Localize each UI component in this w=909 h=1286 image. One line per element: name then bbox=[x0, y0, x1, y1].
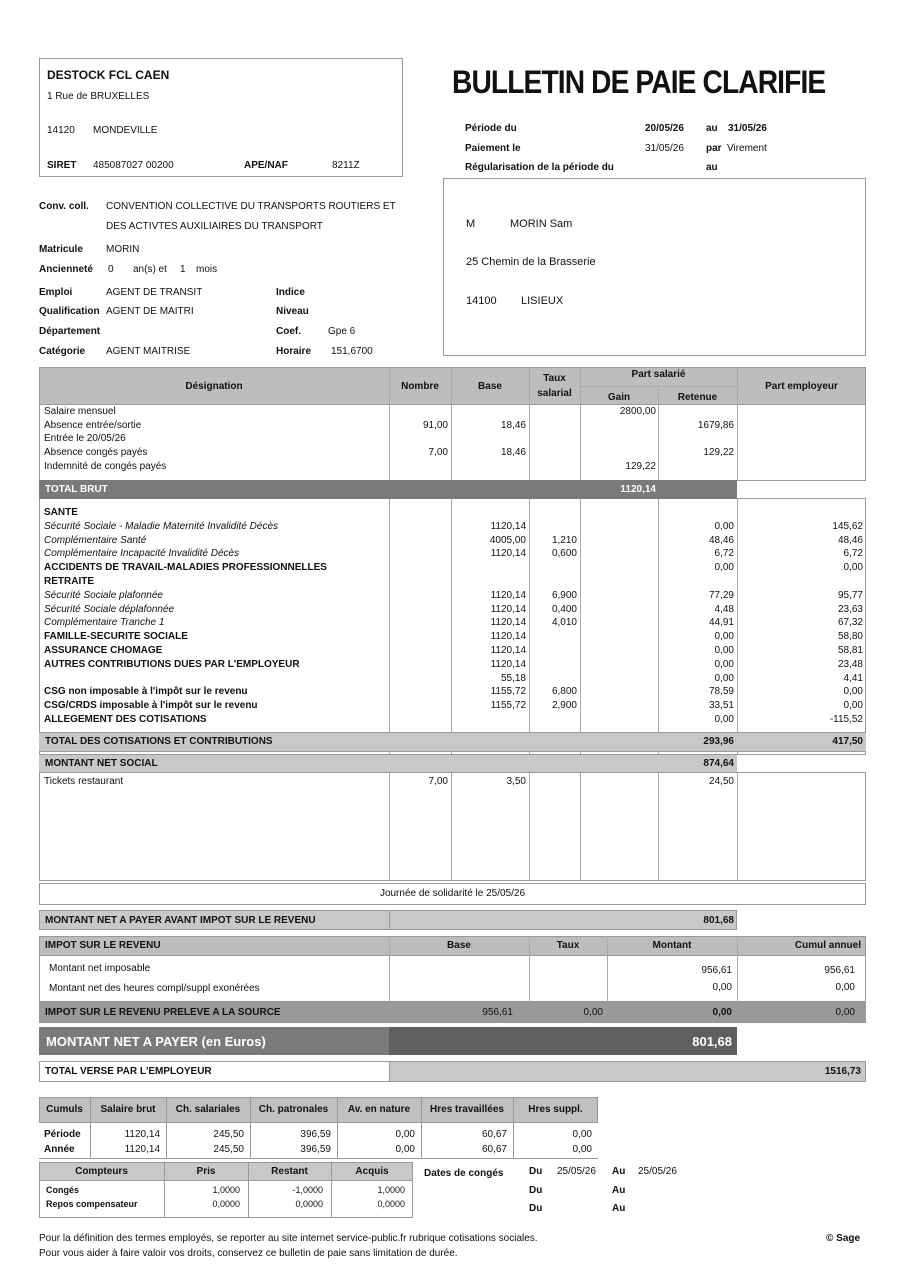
categorie-label: Catégorie bbox=[39, 346, 86, 357]
total-cotisations-employeur: 417,50 bbox=[832, 736, 863, 747]
cotisation-retenue: 33,51 bbox=[708, 700, 734, 712]
col-part-salarie-header: Part salarié bbox=[631, 369, 686, 380]
periode-to: 31/05/26 bbox=[728, 123, 767, 134]
cotisation-retenue: 77,29 bbox=[708, 589, 734, 601]
total-cotisations-label: TOTAL DES COTISATIONS ET CONTRIBUTIONS bbox=[45, 736, 273, 747]
salary-line-nombre: 91,00 bbox=[422, 419, 448, 431]
cotisation-base: 1120,14 bbox=[490, 617, 526, 629]
pas-base: 956,61 bbox=[482, 1007, 513, 1018]
conges-au-1: Au bbox=[612, 1166, 626, 1177]
cotisation-label: SANTE bbox=[44, 507, 78, 518]
indice-label: Indice bbox=[276, 287, 305, 298]
net-social-employeur-cell bbox=[737, 754, 866, 773]
tickets-retenue: 24,50 bbox=[708, 776, 734, 787]
emploi-value: AGENT DE TRANSIT bbox=[106, 287, 203, 298]
cotisation-label: CSG/CRDS imposable à l'impôt sur le revenu bbox=[44, 700, 258, 712]
cotisation-label: AUTRES CONTRIBUTIONS DUES PAR L'EMPLOYEUR bbox=[44, 658, 300, 670]
cotisation-label: Complémentaire Tranche 1 bbox=[44, 617, 165, 629]
cotisation-retenue: 78,59 bbox=[708, 686, 734, 698]
cotisation-retenue: 0,00 bbox=[714, 562, 734, 574]
sage-brand: © Sage bbox=[826, 1233, 861, 1244]
salary-line-nombre: 7,00 bbox=[428, 447, 448, 459]
cumuls-row-label: Période bbox=[44, 1129, 81, 1140]
anciennete-label: Ancienneté bbox=[39, 264, 93, 275]
impot-header-montant: Montant bbox=[652, 940, 692, 951]
footer-line-2: Pour vous aider à faire valoir vos droits, conservez ce bulletin de paie sans limitation de durée. bbox=[39, 1248, 458, 1259]
matricule-label: Matricule bbox=[39, 244, 83, 255]
col-part-employeur-header: Part employeur bbox=[765, 381, 838, 392]
cotisation-label: Sécurité Sociale plafonnée bbox=[44, 589, 163, 601]
impot-line2-cumul: 0,00 bbox=[835, 982, 855, 993]
compteurs-cell: 0,0000 bbox=[295, 1199, 323, 1209]
departement-label: Département bbox=[39, 326, 101, 337]
apenaf-value: 8211Z bbox=[332, 160, 360, 171]
cumuls-cell: 60,67 bbox=[481, 1129, 507, 1140]
cotisation-taux: 0,400 bbox=[551, 603, 577, 615]
paiement-mode: Virement bbox=[727, 143, 767, 154]
cotisation-label: RETRAITE bbox=[44, 576, 94, 587]
compteurs-header-cell: Acquis bbox=[355, 1166, 389, 1177]
col-designation-header: Désignation bbox=[185, 381, 243, 392]
cotisation-employeur: 67,32 bbox=[837, 617, 863, 629]
salary-line-label: Entrée le 20/05/26 bbox=[44, 433, 126, 445]
cotisation-base: 1120,14 bbox=[490, 645, 526, 656]
net-a-payer-label: MONTANT NET A PAYER (en Euros) bbox=[46, 1034, 266, 1049]
total-brut-label: TOTAL BRUT bbox=[45, 484, 108, 495]
cotisation-retenue: 6,72 bbox=[714, 548, 734, 560]
cumuls-header-cell: Ch. patronales bbox=[258, 1104, 329, 1115]
company-address: 1 Rue de BRUXELLES bbox=[47, 91, 150, 102]
cotisation-employeur: 48,46 bbox=[837, 534, 863, 546]
conges-au-2: Au bbox=[612, 1185, 626, 1196]
employee-civ: M bbox=[466, 218, 476, 230]
cumuls-cell: 396,59 bbox=[300, 1129, 331, 1140]
cotisation-retenue: 0,00 bbox=[714, 714, 734, 725]
total-verse-value: 1516,73 bbox=[824, 1066, 861, 1077]
cotisation-base: 1120,14 bbox=[490, 520, 526, 532]
employee-name: MORIN Sam bbox=[510, 218, 573, 230]
compteurs-cell: 1,0000 bbox=[377, 1185, 405, 1195]
cotisation-employeur: 58,80 bbox=[837, 631, 863, 643]
cotisation-base: 4005,00 bbox=[489, 534, 526, 546]
cotisation-employeur: 23,63 bbox=[837, 603, 863, 615]
cumuls-cell: 60,67 bbox=[481, 1144, 507, 1155]
cotisation-retenue: 0,00 bbox=[714, 645, 734, 656]
cumuls-cell: 1120,14 bbox=[124, 1144, 160, 1155]
cotisation-retenue: 0,00 bbox=[714, 672, 734, 684]
matricule-value: MORIN bbox=[106, 244, 140, 255]
cotisation-employeur: 23,48 bbox=[837, 658, 863, 670]
anciennete-months-unit: mois bbox=[196, 264, 218, 275]
impot-line2-label: Montant net des heures compl/suppl exonérées bbox=[49, 983, 260, 994]
net-avant-impot-divider bbox=[389, 910, 390, 930]
cotisation-taux: 6,800 bbox=[551, 686, 577, 698]
salary-line-retenue: 129,22 bbox=[703, 447, 734, 459]
net-avant-impot-value: 801,68 bbox=[703, 915, 734, 926]
cumuls-cell: 396,59 bbox=[300, 1144, 331, 1155]
cotisation-label: Sécurité Sociale déplafonnée bbox=[44, 603, 175, 615]
periode-label: Période du bbox=[465, 123, 517, 134]
impot-header-base: Base bbox=[447, 940, 471, 951]
net-social-label: MONTANT NET SOCIAL bbox=[45, 758, 158, 769]
cumuls-cell: 245,50 bbox=[213, 1129, 244, 1140]
employer-box bbox=[39, 58, 403, 177]
company-city: MONDEVILLE bbox=[93, 125, 158, 136]
horaire-value: 151,6700 bbox=[331, 346, 373, 357]
cotisation-base: 1155,72 bbox=[490, 686, 526, 698]
qualification-value: AGENT DE MAITRI bbox=[106, 306, 194, 317]
cumuls-header-cell: Cumuls bbox=[46, 1104, 83, 1115]
cotisation-base: 1155,72 bbox=[490, 700, 526, 712]
salary-line-gain: 2800,00 bbox=[619, 406, 656, 417]
cotisation-label: ALLEGEMENT DES COTISATIONS bbox=[44, 714, 207, 725]
conges-label: Dates de congés bbox=[424, 1168, 504, 1179]
col-nombre-header: Nombre bbox=[401, 381, 439, 392]
periode-from: 20/05/26 bbox=[645, 123, 684, 134]
salary-line-label: Indemnité de congés payés bbox=[44, 460, 167, 472]
compteurs-cell: 1,0000 bbox=[212, 1185, 240, 1195]
cumuls-header-cell: Av. en nature bbox=[347, 1104, 411, 1115]
salary-line-gain: 129,22 bbox=[625, 460, 656, 472]
cumuls-row-label: Année bbox=[44, 1144, 75, 1155]
cumuls-cell: 245,50 bbox=[213, 1144, 244, 1155]
cumuls-cell: 1120,14 bbox=[124, 1129, 160, 1140]
cotisation-taux: 2,900 bbox=[551, 700, 577, 712]
paiement-label: Paiement le bbox=[465, 143, 521, 154]
cumuls-cell: 0,00 bbox=[572, 1144, 592, 1155]
apenaf-label: APE/NAF bbox=[244, 160, 288, 171]
company-zip: 14120 bbox=[47, 125, 75, 136]
compteurs-cell: 0,0000 bbox=[212, 1199, 240, 1209]
col-base-header: Base bbox=[478, 381, 502, 392]
cotisation-retenue: 0,00 bbox=[714, 631, 734, 643]
impot-line1-cumul: 956,61 bbox=[824, 965, 855, 976]
cotisation-base: 1120,14 bbox=[490, 631, 526, 643]
cotisation-employeur: 6,72 bbox=[843, 548, 863, 560]
regul-label: Régularisation de la période du bbox=[465, 162, 614, 173]
pas-montant: 0,00 bbox=[712, 1007, 732, 1018]
compteurs-cell: -1,0000 bbox=[292, 1185, 323, 1195]
conv-line1: CONVENTION COLLECTIVE DU TRANSPORTS ROUTIERS ET bbox=[106, 201, 396, 212]
impot-line1-label: Montant net imposable bbox=[49, 963, 151, 974]
compteurs-header-cell: Compteurs bbox=[75, 1166, 128, 1177]
cumuls-cell: 0,00 bbox=[395, 1129, 415, 1140]
cotisation-label: Complémentaire Santé bbox=[44, 534, 147, 546]
cumuls-cell: 0,00 bbox=[395, 1144, 415, 1155]
cotisation-taux: 1,210 bbox=[551, 534, 577, 546]
conges-du-3: Du bbox=[529, 1203, 543, 1214]
cotisation-retenue: 48,46 bbox=[708, 534, 734, 546]
net-avant-impot-label: MONTANT NET A PAYER AVANT IMPOT SUR LE REVENU bbox=[45, 915, 316, 926]
cumuls-cell: 0,00 bbox=[572, 1129, 592, 1140]
compteurs-row-label: Congés bbox=[46, 1185, 80, 1195]
employee-city: LISIEUX bbox=[521, 295, 564, 307]
employee-zip: 14100 bbox=[466, 295, 497, 307]
company-name: DESTOCK FCL CAEN bbox=[47, 68, 170, 82]
salary-line-base: 18,46 bbox=[500, 419, 526, 431]
cotisation-employeur: -115,52 bbox=[829, 714, 863, 725]
pas-taux: 0,00 bbox=[583, 1007, 603, 1018]
siret-label: SIRET bbox=[47, 160, 77, 171]
coef-value: Gpe 6 bbox=[328, 326, 356, 337]
anciennete-months: 1 bbox=[180, 264, 186, 275]
salary-line-label: Absence congés payés bbox=[44, 447, 148, 459]
tickets-label: Tickets restaurant bbox=[44, 776, 124, 787]
impot-divider bbox=[389, 936, 390, 1002]
qualification-label: Qualification bbox=[39, 306, 100, 317]
net-a-payer-value: 801,68 bbox=[692, 1034, 732, 1049]
solidarite-text: Journée de solidarité le 25/05/26 bbox=[379, 888, 526, 899]
impot-header-taux: Taux bbox=[556, 940, 580, 951]
cotisation-base: 1120,14 bbox=[490, 548, 526, 560]
table-body-frame bbox=[39, 404, 866, 881]
conv-label: Conv. coll. bbox=[39, 201, 89, 212]
impot-header-label: IMPOT SUR LE REVENU bbox=[45, 940, 161, 951]
cotisation-taux: 6,900 bbox=[551, 589, 577, 601]
conv-line2: DES ACTIVTES AUXILIAIRES DU TRANSPORT bbox=[106, 221, 323, 232]
cotisation-employeur: 58,81 bbox=[837, 645, 863, 656]
compteurs-header-cell: Restant bbox=[271, 1166, 308, 1177]
page-title: BULLETIN DE PAIE CLARIFIE bbox=[452, 64, 826, 100]
horaire-label: Horaire bbox=[276, 346, 312, 357]
net-social-value: 874,64 bbox=[703, 758, 734, 769]
cumuls-header-cell: Hres travaillées bbox=[430, 1104, 504, 1115]
cotisation-base: 55,18 bbox=[500, 672, 526, 684]
cotisation-base: 1120,14 bbox=[490, 603, 526, 615]
solidarite-box bbox=[39, 883, 866, 905]
cotisation-taux: 4,010 bbox=[551, 617, 577, 629]
employee-box bbox=[443, 178, 866, 356]
emploi-label: Emploi bbox=[39, 287, 73, 298]
tickets-nombre: 7,00 bbox=[428, 776, 448, 787]
cumuls-header-cell: Salaire brut bbox=[100, 1104, 156, 1115]
cotisation-employeur: 95,77 bbox=[837, 589, 863, 601]
cumuls-header-cell: Ch. salariales bbox=[175, 1104, 241, 1115]
anciennete-years: 0 bbox=[108, 264, 114, 275]
footer-line-1: Pour la définition des termes employés, se reporter au site internet service-public.fr rubrique cotisations sociales. bbox=[39, 1233, 538, 1244]
compteurs-cell: 0,0000 bbox=[377, 1199, 405, 1209]
salary-line-label: Absence entrée/sortie bbox=[44, 419, 142, 431]
conges-du-2: Du bbox=[529, 1185, 543, 1196]
cotisation-label: Sécurité Sociale - Maladie Maternité Invalidité Décès bbox=[44, 520, 278, 532]
cotisation-label: FAMILLE-SECURITE SOCIALE bbox=[44, 631, 188, 643]
paiement-par-label: par bbox=[706, 143, 722, 154]
compteurs-row-label: Repos compensateur bbox=[46, 1199, 138, 1209]
total-verse-label: TOTAL VERSE PAR L'EMPLOYEUR bbox=[45, 1066, 212, 1077]
conges-to-1: 25/05/26 bbox=[638, 1166, 677, 1177]
cotisation-label: ACCIDENTS DE TRAVAIL-MALADIES PROFESSIONNELLES bbox=[44, 562, 327, 574]
compteurs-header-cell: Pris bbox=[196, 1166, 216, 1177]
coef-label: Coef. bbox=[276, 326, 301, 337]
conges-au-3: Au bbox=[612, 1203, 626, 1214]
conges-du-1: Du bbox=[529, 1166, 543, 1177]
categorie-value: AGENT MAITRISE bbox=[106, 346, 191, 357]
cotisation-label: CSG non imposable à l'impôt sur le revenu bbox=[44, 686, 248, 698]
cumuls-bottom-line bbox=[39, 1158, 598, 1159]
cotisation-employeur: 4,41 bbox=[843, 672, 863, 684]
pas-cumul: 0,00 bbox=[835, 1007, 855, 1018]
cotisation-label: ASSURANCE CHOMAGE bbox=[44, 645, 163, 656]
salary-line-label: Salaire mensuel bbox=[44, 406, 116, 417]
salary-line-retenue: 1679,86 bbox=[697, 419, 734, 431]
impot-body bbox=[39, 956, 866, 1002]
col-divider bbox=[580, 367, 581, 881]
total-brut-gain: 1120,14 bbox=[620, 484, 656, 495]
employee-address: 25 Chemin de la Brasserie bbox=[466, 256, 596, 268]
impot-line1-montant: 956,61 bbox=[701, 965, 732, 976]
salary-line-base: 18,46 bbox=[500, 447, 526, 459]
cotisation-base: 1120,14 bbox=[490, 658, 526, 670]
cotisation-retenue: 0,00 bbox=[714, 520, 734, 532]
cotisation-employeur: 145,62 bbox=[832, 520, 863, 532]
cotisation-retenue: 44,91 bbox=[708, 617, 734, 629]
col-gain-header: Gain bbox=[607, 392, 631, 403]
total-brut-employeur-cell bbox=[737, 480, 866, 499]
cotisation-employeur: 0,00 bbox=[843, 686, 863, 698]
cotisation-retenue: 0,00 bbox=[714, 658, 734, 670]
col-taux-header-1: Taux bbox=[543, 373, 566, 384]
periode-au-label: au bbox=[706, 123, 718, 134]
regul-au-label: au bbox=[706, 162, 718, 173]
impot-header-cumul: Cumul annuel bbox=[794, 940, 861, 951]
cumuls-header-cell: Hres suppl. bbox=[528, 1104, 583, 1115]
cotisation-retenue: 4,48 bbox=[714, 603, 734, 615]
tickets-base: 3,50 bbox=[506, 776, 526, 787]
conges-from-1: 25/05/26 bbox=[557, 1166, 596, 1177]
cotisation-taux: 0,600 bbox=[551, 548, 577, 560]
siret-value: 485087027 00200 bbox=[93, 160, 174, 171]
col-divider bbox=[389, 367, 390, 881]
cotisation-employeur: 0,00 bbox=[843, 562, 863, 574]
pas-label: IMPOT SUR LE REVENU PRELEVE A LA SOURCE bbox=[45, 1007, 281, 1018]
anciennete-years-unit: an(s) et bbox=[133, 264, 167, 275]
cotisation-label: Complémentaire Incapacité Invalidité Décès bbox=[44, 548, 240, 560]
col-taux-header-2: salarial bbox=[537, 388, 572, 399]
col-retenue-header: Retenue bbox=[677, 392, 718, 403]
impot-line2-montant: 0,00 bbox=[712, 982, 732, 993]
niveau-label: Niveau bbox=[276, 306, 309, 317]
total-cotisations-retenue: 293,96 bbox=[703, 736, 734, 747]
paiement-date: 31/05/26 bbox=[645, 143, 684, 154]
cotisation-employeur: 0,00 bbox=[843, 700, 863, 712]
cotisation-base: 1120,14 bbox=[490, 589, 526, 601]
impot-divider bbox=[529, 936, 530, 1002]
